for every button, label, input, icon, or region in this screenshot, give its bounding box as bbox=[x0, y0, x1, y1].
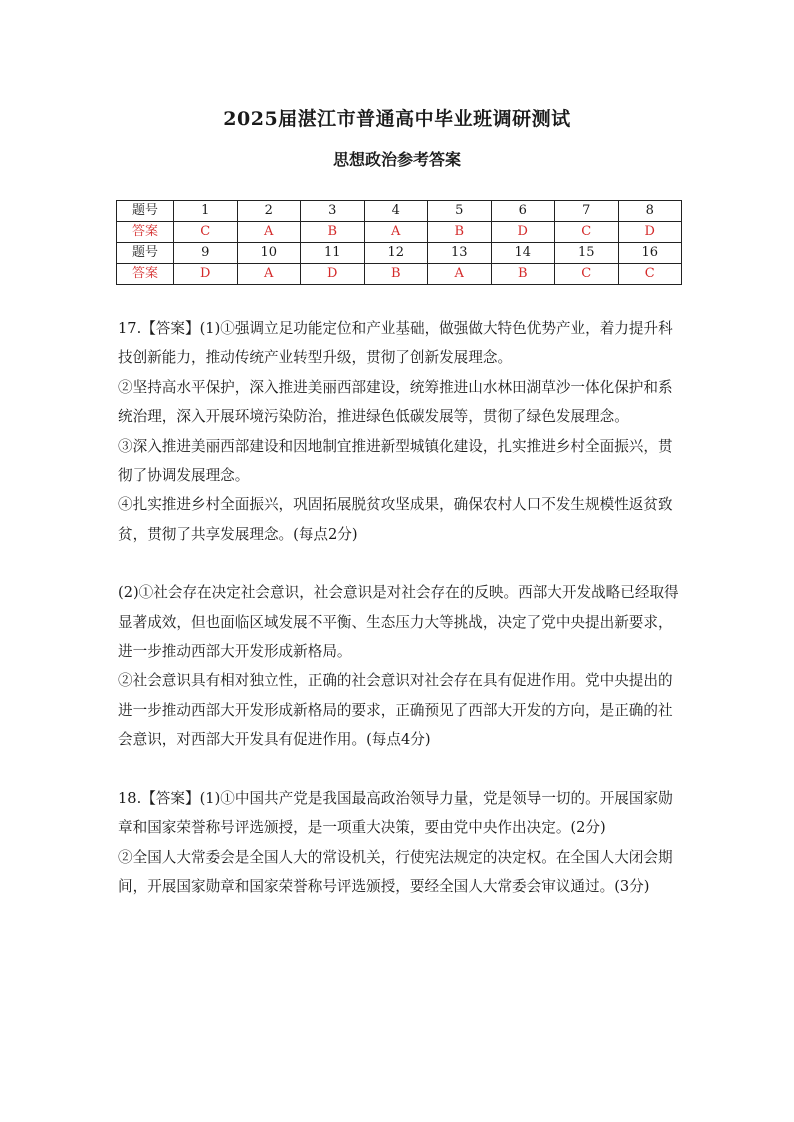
table-cell: 4 bbox=[364, 201, 428, 222]
table-cell: A bbox=[364, 222, 428, 243]
table-cell: C bbox=[555, 222, 619, 243]
table-cell: 7 bbox=[555, 201, 619, 222]
row-label: 题号 bbox=[117, 243, 174, 264]
table-cell: 5 bbox=[428, 201, 492, 222]
table-cell: 15 bbox=[555, 243, 619, 264]
table-cell: 14 bbox=[491, 243, 555, 264]
table-cell: C bbox=[555, 264, 619, 285]
table-cell: D bbox=[301, 264, 365, 285]
table-cell: A bbox=[237, 222, 301, 243]
table-cell: 13 bbox=[428, 243, 492, 264]
q17-paragraph-3: ③深入推进美丽西部建设和因地制宜推进新型城镇化建设，扎实推进乡村全面振兴，贯彻了协调发展理念。 bbox=[118, 437, 673, 485]
row-label: 答案 bbox=[117, 264, 174, 285]
table-cell: B bbox=[428, 222, 492, 243]
table-cell: 9 bbox=[174, 243, 238, 264]
table-cell: C bbox=[174, 222, 238, 243]
answer-body bbox=[118, 314, 680, 901]
table-cell: 16 bbox=[618, 243, 682, 264]
q17-paragraph-4: ④扎实推进乡村全面振兴，巩固拓展脱贫攻坚成果，确保农村人口不发生规模性返贫致贫，贯彻了共享发展理念。(每点2分) bbox=[118, 496, 673, 543]
table-cell: 8 bbox=[618, 201, 682, 222]
table-cell: 3 bbox=[301, 201, 365, 222]
row-label: 题号 bbox=[117, 201, 174, 222]
table-cell: 11 bbox=[301, 243, 365, 264]
spacer bbox=[118, 755, 680, 784]
table-cell: 2 bbox=[237, 201, 301, 222]
table-cell: 6 bbox=[491, 201, 555, 222]
page-title: 2025届湛江市普通高中毕业班调研测试 bbox=[223, 108, 571, 130]
table-cell: D bbox=[618, 222, 682, 243]
table-cell: D bbox=[491, 222, 555, 243]
table-cell: 1 bbox=[174, 201, 238, 222]
q17-paragraph-2: ②坚持高水平保护，深入推进美丽西部建设，统筹推进山水林田湖草沙一体化保护和系统治理，深入开展环境污染防治，推进绿色低碳发展等，贯彻了绿色发展理念。 bbox=[118, 378, 673, 426]
table-cell: B bbox=[491, 264, 555, 285]
row-label: 答案 bbox=[117, 222, 174, 243]
table-cell: C bbox=[618, 264, 682, 285]
table-cell: 10 bbox=[237, 243, 301, 264]
table-row bbox=[117, 222, 682, 243]
table-cell: A bbox=[237, 264, 301, 285]
q18-paragraph-1: 18.【答案】(1)①中国共产党是我国最高政治领导力量，党是领导一切的。开展国家勋章和国家荣誉称号评选颁授，是一项重大决策，要由党中央作出决定。(2分) bbox=[118, 789, 673, 837]
q17-paragraph-1: 17.【答案】(1)①强调立足功能定位和产业基础，做强做大特色优势产业，着力提升科技创新能力，推动传统产业转型升级，贯彻了创新发展理念。 bbox=[118, 320, 673, 367]
spacer bbox=[118, 549, 680, 578]
table-row bbox=[117, 264, 682, 285]
table-row bbox=[117, 243, 682, 264]
q18-paragraph-2: ②全国人大常委会是全国人大的常设机关，行使宪法规定的决定权。在全国人大闭会期间，开展国家勋章和国家荣誉称号评选颁授，要经全国人大常委会审议通过。(3分) bbox=[118, 848, 673, 895]
table-cell: 12 bbox=[364, 243, 428, 264]
table-cell: B bbox=[364, 264, 428, 285]
answer-table bbox=[116, 200, 682, 285]
page-subtitle: 思想政治参考答案 bbox=[332, 150, 461, 169]
table-cell: A bbox=[428, 264, 492, 285]
q17-paragraph-6: ②社会意识具有相对独立性，正确的社会意识对社会存在具有促进作用。党中央提出的进一步推动西部大开发形成新格局的要求，正确预见了西部大开发的方向，是正确的社会意识，对西部大开发具有促进作用。(每点4分) bbox=[118, 672, 673, 749]
table-cell: D bbox=[174, 264, 238, 285]
table-row bbox=[117, 201, 682, 222]
q17-paragraph-5: (2)①社会存在决定社会意识，社会意识是对社会存在的反映。西部大开发战略已经取得显著成效，但也面临区域发展不平衡、生态压力大等挑战，决定了党中央提出新要求，进一步推动西部大开发形成新格局。 bbox=[118, 584, 679, 661]
table-cell: B bbox=[301, 222, 365, 243]
